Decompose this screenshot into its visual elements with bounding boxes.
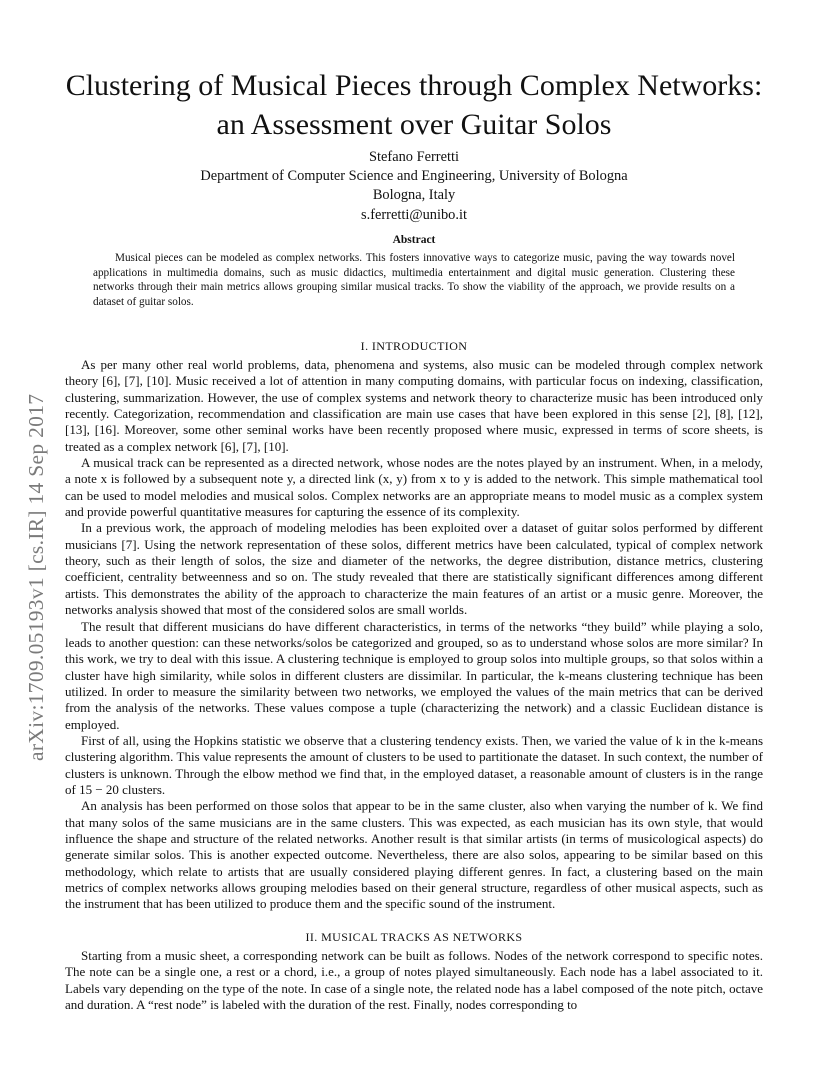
paper-title: Clustering of Musical Pieces through Complex Networks: an Assessment over Guitar Solos [65,69,763,141]
arxiv-stamp: arXiv:1709.05193v1 [cs.IR] 14 Sep 2017 [24,393,48,761]
abstract-text: Musical pieces can be modeled as complex networks. This fosters innovative ways to categorize music, paving the way towards novel applications in multimedia domains, such as music didactics, multimedia entertainment and digital music generation. Clustering these networks through their main metrics allows grouping similar musical tracks. To show the viability of the approach, we provide results on a dataset of guitar solos. [93,252,735,308]
author-name: Stefano Ferretti [369,149,459,165]
paragraph: An analysis has been performed on those solos that appear to be in the same cluster, also when varying the number of k. We find that many solos of the same musicians are in the same clusters. This was expected, as each musician has its own style, that would influence the shape and structure of the related networks. Another result is that similar artists (in terms of musicological aspects) do generate similar solos. This is another expected outcome. Nevertheless, there are also solos, appearing to be similar based on this methodology, which relate to artists that are usually considered playing different genres. In fact, a clustering based on the main metrics of complex networks allows grouping melodies based on their general structure, regardless of other musical aspects, such as the instrument that has been utilized to produce them and the specific sound of the instrument. [65,798,763,912]
paragraph: The result that different musicians do have different characteristics, in terms of the networks “they build” while playing a solo, leads to another question: can these networks/solos be categorized and grouped, so as to understand whose solos are more similar? In this work, we try to deal with this issue. A clustering technique is employed to group solos into multiple groups, so that solos within a cluster have high similarity, while solos in different clusters are dissimilar. In particular, the k-means clustering technique has been utilized. In order to measure the similarity between two networks, we employed the values of the main metrics that can be derived from the analysis of the networks. These values compose a tuple (characterizing the network) and a classic Euclidean distance is employed. [65,618,763,732]
section-heading-introduction: I. INTRODUCTION [360,339,468,353]
section-heading-musical-tracks: II. MUSICAL TRACKS AS NETWORKS [305,930,523,944]
section-body-introduction [65,357,763,913]
author-email: s.ferretti@unibo.it [361,206,467,223]
paragraph: First of all, using the Hopkins statistic we observe that a clustering tendency exists. Then, we varied the value of k in the k-means clustering algorithm. This value represents the amount of clusters to be used to partitionate the dataset. In such context, the number of clusters is unknown. Through the elbow method we find that, in the employed dataset, a reasonable amount of clusters is in the range of 15 − 20 clusters. [65,732,763,797]
abstract-heading: Abstract [392,234,436,246]
paragraph: As per many other real world problems, data, phenomena and systems, also music can be modeled through complex network theory [6], [7], [10]. Music received a lot of attention in many computing domains, with particular focus on indexing, classification, clustering, summarization. However, the use of complex systems and network theory to characterize music has been introduced only recently. Categorization, recommendation and classification are main use cases that have been explored in this sense [2], [8], [12], [13], [16]. Moreover, some other seminal works have been recently proposed where music, expressed in terms of score sheets, is treated as a complex network [6], [7], [10]. [65,357,763,454]
paragraph: A musical track can be represented as a directed network, whose nodes are the notes played by an instrument. When, in a melody, a note x is followed by a subsequent note y, a directed link (x, y) from x to y is added to the network. This simple mathematical tool can be used to model melodies and musical solos. Complex networks are an appropriate means to model music as a complex system and provide powerful quantitative measures for capturing the essence of its complexity. [65,455,763,520]
paragraph: Starting from a music sheet, a corresponding network can be built as follows. Nodes of the network correspond to specific notes. The note can be a single one, a rest or a chord, i.e., a group of notes played simultaneously. Each node has a label associated to it. Labels vary depending on the type of the note. In case of a single note, the related node has a label composed of the note pitch, octave and duration. A “rest node” is labeled with the duration of the rest. Finally, nodes corresponding to [65,948,763,1013]
paragraph: In a previous work, the approach of modeling melodies has been exploited over a dataset of guitar solos performed by different musicians [7]. Using the network representation of these solos, different metrics have been calculated, typical of complex network theory, such as their length of solos, the size and diameter of the networks, the degree distribution, distance metrics, clustering coefficient, centrality betweenness and so on. The study revealed that there are statistically significant differences among different artists. This demonstrates the ability of the approach to characterize the main features of an artist or a music genre. Moreover, the networks analysis showed that most of the considered solos are small worlds. [65,520,763,618]
section-body-musical-tracks [65,948,763,1013]
author-location: Bologna, Italy [372,187,456,204]
author-affiliation: Department of Computer Science and Engineering, University of Bologna [200,168,628,185]
author-block [60,148,768,225]
